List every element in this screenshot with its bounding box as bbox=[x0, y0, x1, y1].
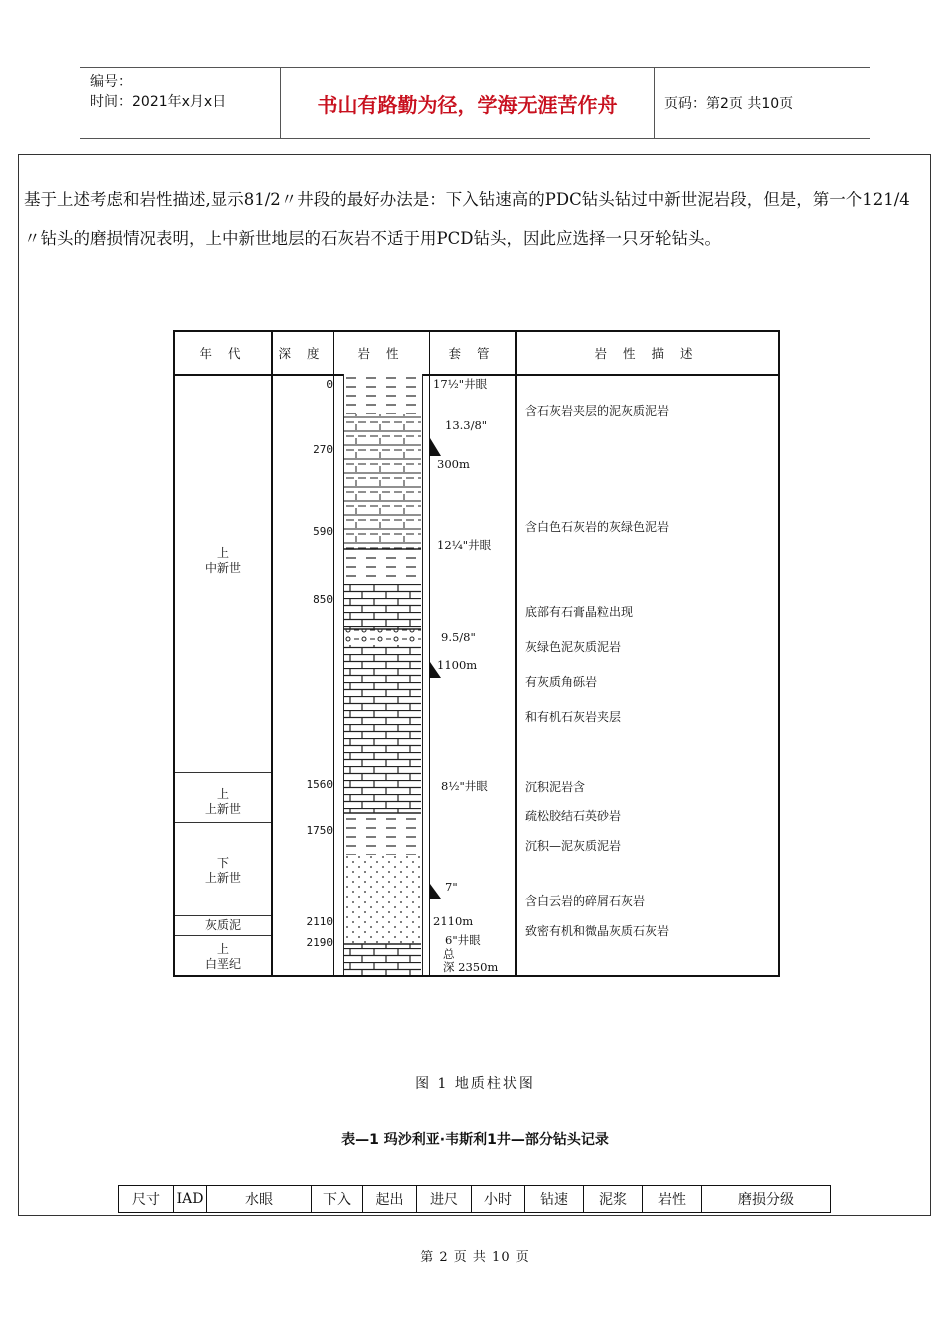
header-era: 年 代 bbox=[199, 346, 247, 361]
era-label: 上 白垩纪 bbox=[204, 942, 241, 971]
depth-label: 2190 bbox=[306, 936, 333, 949]
era-label: 下 上新世 bbox=[204, 856, 241, 885]
era-boundary bbox=[175, 822, 271, 823]
column-divider bbox=[515, 332, 517, 975]
table-header-row bbox=[119, 1186, 831, 1213]
casing-label: 8½"井眼 bbox=[441, 779, 488, 793]
page-footer: 第 2 页 共 10 页 bbox=[420, 1250, 530, 1265]
depth-label: 590 bbox=[313, 525, 333, 538]
header-meta bbox=[80, 68, 280, 142]
table-header-cell: 起出 bbox=[363, 1186, 417, 1213]
casing-label: 300m bbox=[437, 457, 470, 471]
era-boundary bbox=[175, 935, 271, 936]
depth-label: 2110 bbox=[306, 915, 333, 928]
era-label: 上 上新世 bbox=[204, 787, 241, 816]
table-header-cell: 钻速 bbox=[525, 1186, 584, 1213]
lithology-description: 致密有机和微晶灰质石灰岩 bbox=[525, 924, 670, 938]
header-lithology: 岩 性 bbox=[357, 346, 405, 361]
depth-label: 1560 bbox=[306, 778, 333, 791]
header-casing: 套 管 bbox=[448, 346, 496, 361]
casing-label: 2110m bbox=[433, 914, 474, 928]
page-header bbox=[80, 67, 870, 139]
lithology-description: 沉积—泥灰质泥岩 bbox=[525, 839, 622, 853]
casing-label: 7" bbox=[445, 880, 458, 894]
document-time-label: 时间：2021年x月x日 bbox=[90, 94, 227, 110]
lithology-description: 含白色石灰岩的灰绿色泥岩 bbox=[525, 520, 670, 534]
lithology-pattern bbox=[344, 374, 421, 975]
table-header-cell: 下入 bbox=[312, 1186, 363, 1213]
casing-label: 深 2350m bbox=[443, 960, 499, 974]
lithology-column bbox=[343, 374, 423, 975]
depth-label: 850 bbox=[313, 593, 333, 606]
lithology-description: 疏松胶结石英砂岩 bbox=[525, 809, 622, 823]
table-caption: 表—1 玛沙利亚·韦斯利1井—部分钻头记录 bbox=[341, 1132, 609, 1148]
bit-record-table bbox=[118, 1185, 831, 1213]
table-header-cell: 岩性 bbox=[643, 1186, 702, 1213]
table-header-cell: 尺寸 bbox=[119, 1186, 174, 1213]
table-header-cell: 泥浆 bbox=[584, 1186, 643, 1213]
casing-label: 6"井眼 bbox=[445, 933, 481, 947]
lithology-description: 有灰质角砾岩 bbox=[525, 675, 598, 689]
header-description: 岩 性 描 述 bbox=[594, 346, 699, 361]
depth-label: 0 bbox=[326, 378, 333, 391]
casing-label: 17½"井眼 bbox=[433, 377, 488, 391]
table-header-cell: 进尺 bbox=[417, 1186, 472, 1213]
lithology-description: 含白云岩的碎屑石灰岩 bbox=[525, 894, 646, 908]
geologic-column-figure bbox=[173, 330, 780, 977]
lithology-description: 沉积泥岩含 bbox=[525, 780, 586, 794]
era-label: 灰质泥 bbox=[204, 918, 241, 932]
lithology-description: 和有机石灰岩夹层 bbox=[525, 710, 622, 724]
era-boundary bbox=[175, 915, 271, 916]
depth-label: 1750 bbox=[306, 824, 333, 837]
column-divider bbox=[333, 332, 334, 975]
table-header-cell: IAD bbox=[174, 1186, 207, 1213]
era-label: 上 中新世 bbox=[204, 546, 241, 575]
lithology-description: 底部有石膏晶粒出现 bbox=[525, 605, 634, 619]
document-number-label: 编号： bbox=[90, 74, 132, 90]
casing-label: 12¼"井眼 bbox=[437, 538, 492, 552]
table-header-cell: 磨损分级 bbox=[702, 1186, 831, 1213]
depth-label: 270 bbox=[313, 443, 333, 456]
lithology-description: 含石灰岩夹层的泥灰质泥岩 bbox=[525, 404, 670, 418]
body-paragraph: 基于上述考虑和岩性描述,显示81/2〃井段的最好办法是：下入钻速高的PDC钻头钻过中新世泥岩段，但是，第一个121/4〃钻头的磨损情况表明，上中新世地层的石灰岩不适于用PCD钻头，因此应选择一只牙轮钻头。 bbox=[24, 190, 910, 248]
table-header-cell: 小时 bbox=[472, 1186, 525, 1213]
era-boundary bbox=[175, 772, 271, 773]
casing-label: 1100m bbox=[437, 658, 478, 672]
casing-label: 9.5/8" bbox=[441, 630, 476, 644]
figure-caption: 图 1 地质柱状图 bbox=[415, 1076, 535, 1092]
header-motto: 书山有路勤为径，学海无涯苦作舟 bbox=[280, 68, 655, 138]
table-header-cell: 水眼 bbox=[207, 1186, 312, 1213]
header-depth: 深 度 bbox=[278, 346, 326, 361]
casing-label: 13.3/8" bbox=[445, 418, 488, 432]
header-page-label: 页码：第2页 共10页 bbox=[664, 96, 794, 112]
casing-label: 总 bbox=[443, 947, 455, 961]
column-divider bbox=[271, 332, 273, 975]
lithology-description: 灰绿色泥灰质泥岩 bbox=[525, 640, 622, 654]
